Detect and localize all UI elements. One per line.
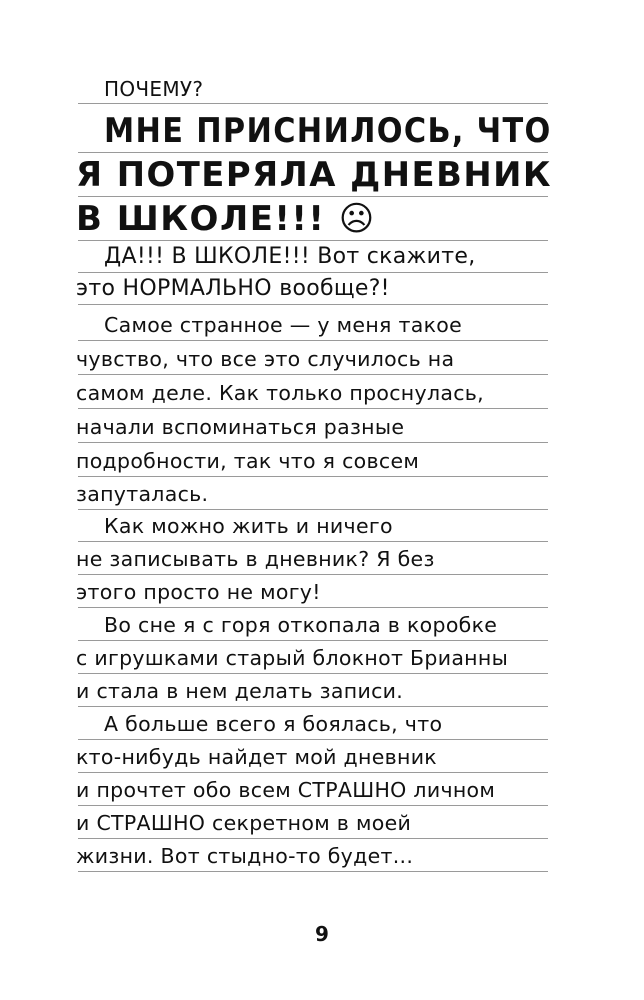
headline-line: В ШКОЛЕ!!! ☹	[76, 199, 376, 239]
headline-line: МНЕ ПРИСНИЛОСЬ, ЧТО	[104, 111, 552, 151]
ruled-line	[78, 442, 548, 443]
text-line: с игрушками старый блокнот Брианны	[76, 646, 509, 670]
ruled-line	[78, 739, 548, 740]
ruled-line	[78, 772, 548, 773]
text-line: это НОРМАЛЬНО вообще?!	[76, 276, 390, 301]
ruled-line	[78, 152, 548, 153]
text-line: кто-нибудь найдет мой дневник	[76, 745, 437, 769]
ruled-line	[78, 103, 548, 104]
ruled-line	[78, 541, 548, 542]
ruled-line	[78, 340, 548, 341]
ruled-line	[78, 838, 548, 839]
ruled-line	[78, 574, 548, 575]
heading-why: ПОЧЕМУ?	[104, 77, 204, 101]
text-line: жизни. Вот стыдно-то будет...	[76, 844, 414, 868]
text-line: не записывать в дневник? Я без	[76, 547, 435, 571]
headline-line: Я ПОТЕРЯЛА ДНЕВНИК	[76, 155, 553, 195]
ruled-line	[78, 408, 548, 409]
ruled-line	[78, 272, 548, 273]
ruled-line	[78, 476, 548, 477]
text-line: А больше всего я боялась, что	[104, 712, 443, 736]
ruled-line	[78, 607, 548, 608]
ruled-line	[78, 374, 548, 375]
page-number: 9	[315, 922, 329, 946]
ruled-line	[78, 706, 548, 707]
text-line: чувство, что все это случилось на	[76, 347, 455, 371]
text-line: и прочтет обо всем СТРАШНО личном	[76, 778, 496, 802]
text-line: и стала в нем делать записи.	[76, 679, 404, 703]
ruled-line	[78, 640, 548, 641]
ruled-line	[78, 196, 548, 197]
ruled-line	[78, 673, 548, 674]
text-line: самом деле. Как только проснулась,	[76, 381, 484, 405]
ruled-line	[78, 805, 548, 806]
text-line: Во сне я с горя откопала в коробке	[104, 613, 498, 637]
text-line: этого просто не могу!	[76, 580, 321, 604]
ruled-line	[78, 509, 548, 510]
text-line: подробности, так что я совсем	[76, 449, 420, 473]
text-line: Как можно жить и ничего	[104, 514, 393, 538]
ruled-line	[78, 871, 548, 872]
text-line: ДА!!! В ШКОЛЕ!!! Вот скажите,	[104, 244, 476, 269]
text-line: запуталась.	[76, 482, 209, 506]
ruled-line	[78, 240, 548, 241]
ruled-line	[78, 304, 548, 305]
text-line: и СТРАШНО секретном в моей	[76, 811, 412, 835]
text-line: начали вспоминаться разные	[76, 415, 405, 439]
text-line: Самое странное — у меня такое	[104, 313, 463, 337]
